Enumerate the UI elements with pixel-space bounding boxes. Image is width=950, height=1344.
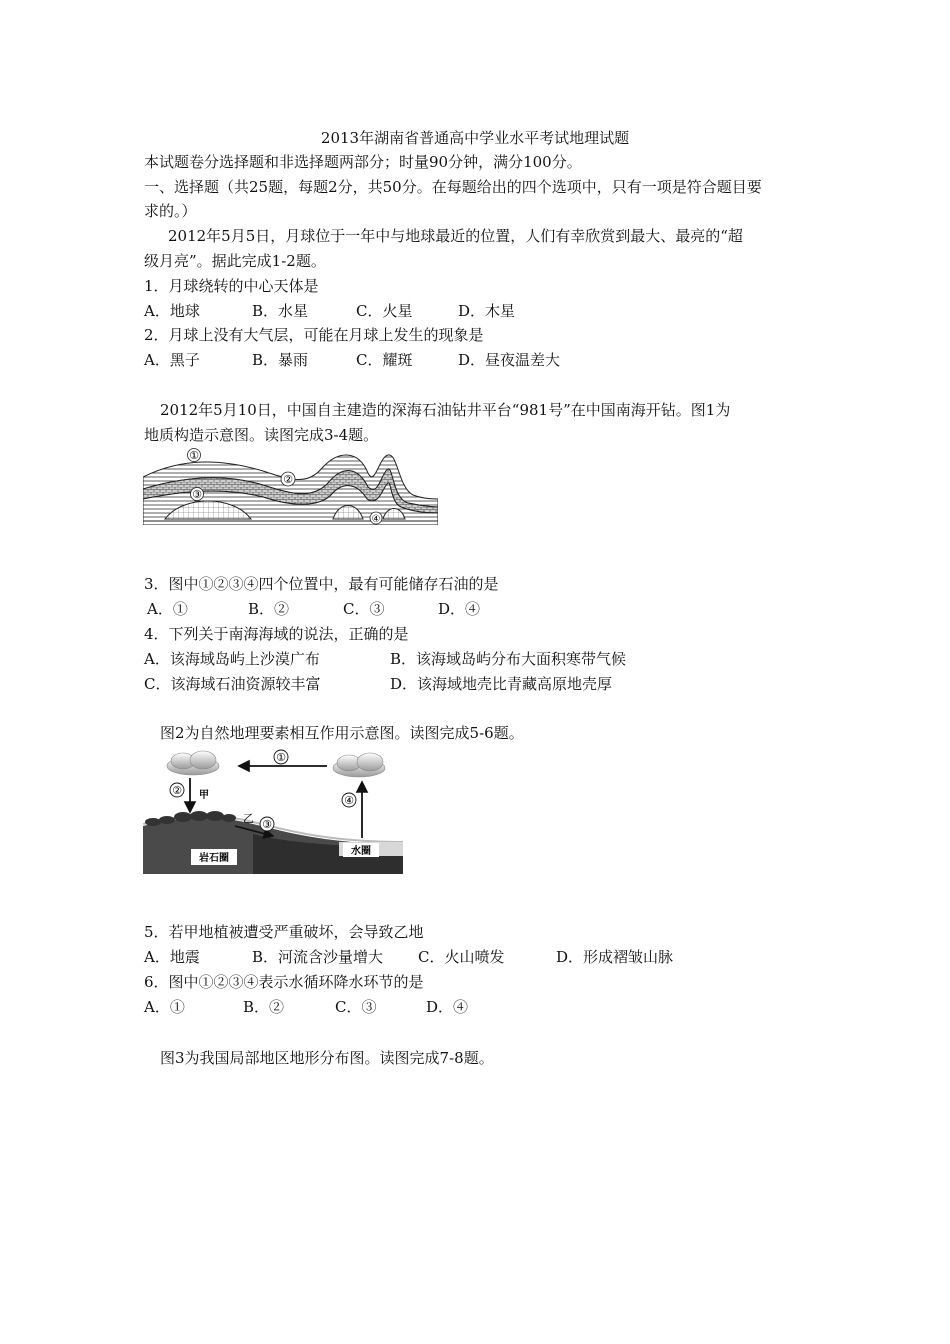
q1-option-b: B．水星 bbox=[252, 302, 309, 320]
q2-option-c: C．耀斑 bbox=[356, 351, 413, 369]
q1-option-c: C．火星 bbox=[356, 302, 413, 320]
passage3-line1: 图2为自然地理要素相互作用示意图。读图完成5-6题。 bbox=[160, 724, 524, 742]
q5-stem: 5．若甲地植被遭受严重破坏，会导致乙地 bbox=[144, 923, 424, 941]
q3-option-d: D．④ bbox=[438, 600, 481, 618]
figure2-interaction-diagram bbox=[143, 748, 403, 874]
q1-option-a: A．地球 bbox=[144, 302, 200, 320]
q3-option-b: B．② bbox=[248, 600, 290, 618]
figure2-label-4: ④ bbox=[344, 794, 354, 807]
figure2-label-2: ② bbox=[172, 784, 182, 797]
figure1-label-3: ① bbox=[189, 449, 199, 462]
q6-option-c: C．③ bbox=[335, 998, 377, 1016]
passage4-line1: 图3为我国局部地区地形分布图。读图完成7-8题。 bbox=[160, 1049, 494, 1067]
figure1-label-4: ④ bbox=[371, 514, 381, 525]
figure1-label-1: ③ bbox=[192, 488, 202, 501]
figure2-label-3: ③ bbox=[262, 818, 272, 831]
figure2-label-rock: 岩石圈 bbox=[199, 853, 229, 864]
figure2-label-water: 水圈 bbox=[351, 846, 371, 857]
q3-stem: 3．图中①②③④四个位置中，最有可能储存石油的是 bbox=[144, 575, 499, 593]
q3-option-c: C．③ bbox=[343, 600, 385, 618]
q2-option-a: A．黑子 bbox=[144, 351, 200, 369]
figure2-label-jia: 甲 bbox=[199, 790, 209, 801]
q6-stem: 6．图中①②③④表示水循环降水环节的是 bbox=[144, 973, 424, 991]
q5-option-c: C．火山喷发 bbox=[418, 948, 505, 966]
q3-option-a: A．① bbox=[147, 600, 188, 618]
q2-option-b: B．暴雨 bbox=[252, 351, 309, 369]
figure2-label-1: ① bbox=[276, 751, 286, 764]
section-heading-line1: 一、选择题（共25题，每题2分，共50分。在每题给出的四个选项中，只有一项是符合题目要 bbox=[144, 178, 762, 196]
q1-option-d: D．木星 bbox=[458, 302, 516, 320]
passage2-line2: 地质构造示意图。读图完成3-4题。 bbox=[144, 426, 379, 444]
q1-stem: 1．月球绕转的中心天体是 bbox=[144, 277, 319, 295]
q6-option-b: B．② bbox=[243, 998, 285, 1016]
q4-option-c: C．该海域石油资源较丰富 bbox=[144, 675, 321, 693]
q4-option-b: B．该海域岛屿分布大面积寒带气候 bbox=[390, 650, 627, 668]
q2-option-d: D．昼夜温差大 bbox=[458, 351, 561, 369]
passage1-line1: 2012年5月5日，月球位于一年中与地球最近的位置，人们有幸欣赏到最大、最亮的“超 bbox=[168, 227, 743, 245]
q5-option-d: D．形成褶皱山脉 bbox=[556, 948, 674, 966]
q5-option-a: A．地震 bbox=[144, 948, 200, 966]
q2-stem: 2．月球上没有大气层，可能在月球上发生的现象是 bbox=[144, 326, 484, 344]
q5-option-b: B．河流含沙量增大 bbox=[252, 948, 384, 966]
q4-option-d: D．该海域地壳比青藏高原地壳厚 bbox=[390, 675, 613, 693]
q6-option-a: A．① bbox=[144, 998, 185, 1016]
exam-title: 2013年湖南省普通高中学业水平考试地理试题 bbox=[320, 129, 630, 147]
figure2-label-yi: 乙 bbox=[243, 812, 254, 825]
exam-intro: 本试题卷分选择题和非选择题两部分；时量90分钟，满分100分。 bbox=[144, 153, 582, 171]
q4-stem: 4．下列关于南海海域的说法，正确的是 bbox=[144, 625, 409, 643]
figure1-label-2: ② bbox=[283, 473, 293, 486]
figure1-geologic-structure bbox=[143, 447, 438, 525]
passage2-line1: 2012年5月10日，中国自主建造的深海石油钻井平台“981号”在中国南海开钻。图1为 bbox=[160, 401, 731, 419]
passage1-line2: 级月亮”。据此完成1-2题。 bbox=[144, 252, 326, 270]
section-heading-line2: 求的。） bbox=[144, 202, 197, 220]
q6-option-d: D．④ bbox=[426, 998, 469, 1016]
q4-option-a: A．该海域岛屿上沙漠广布 bbox=[144, 650, 320, 668]
